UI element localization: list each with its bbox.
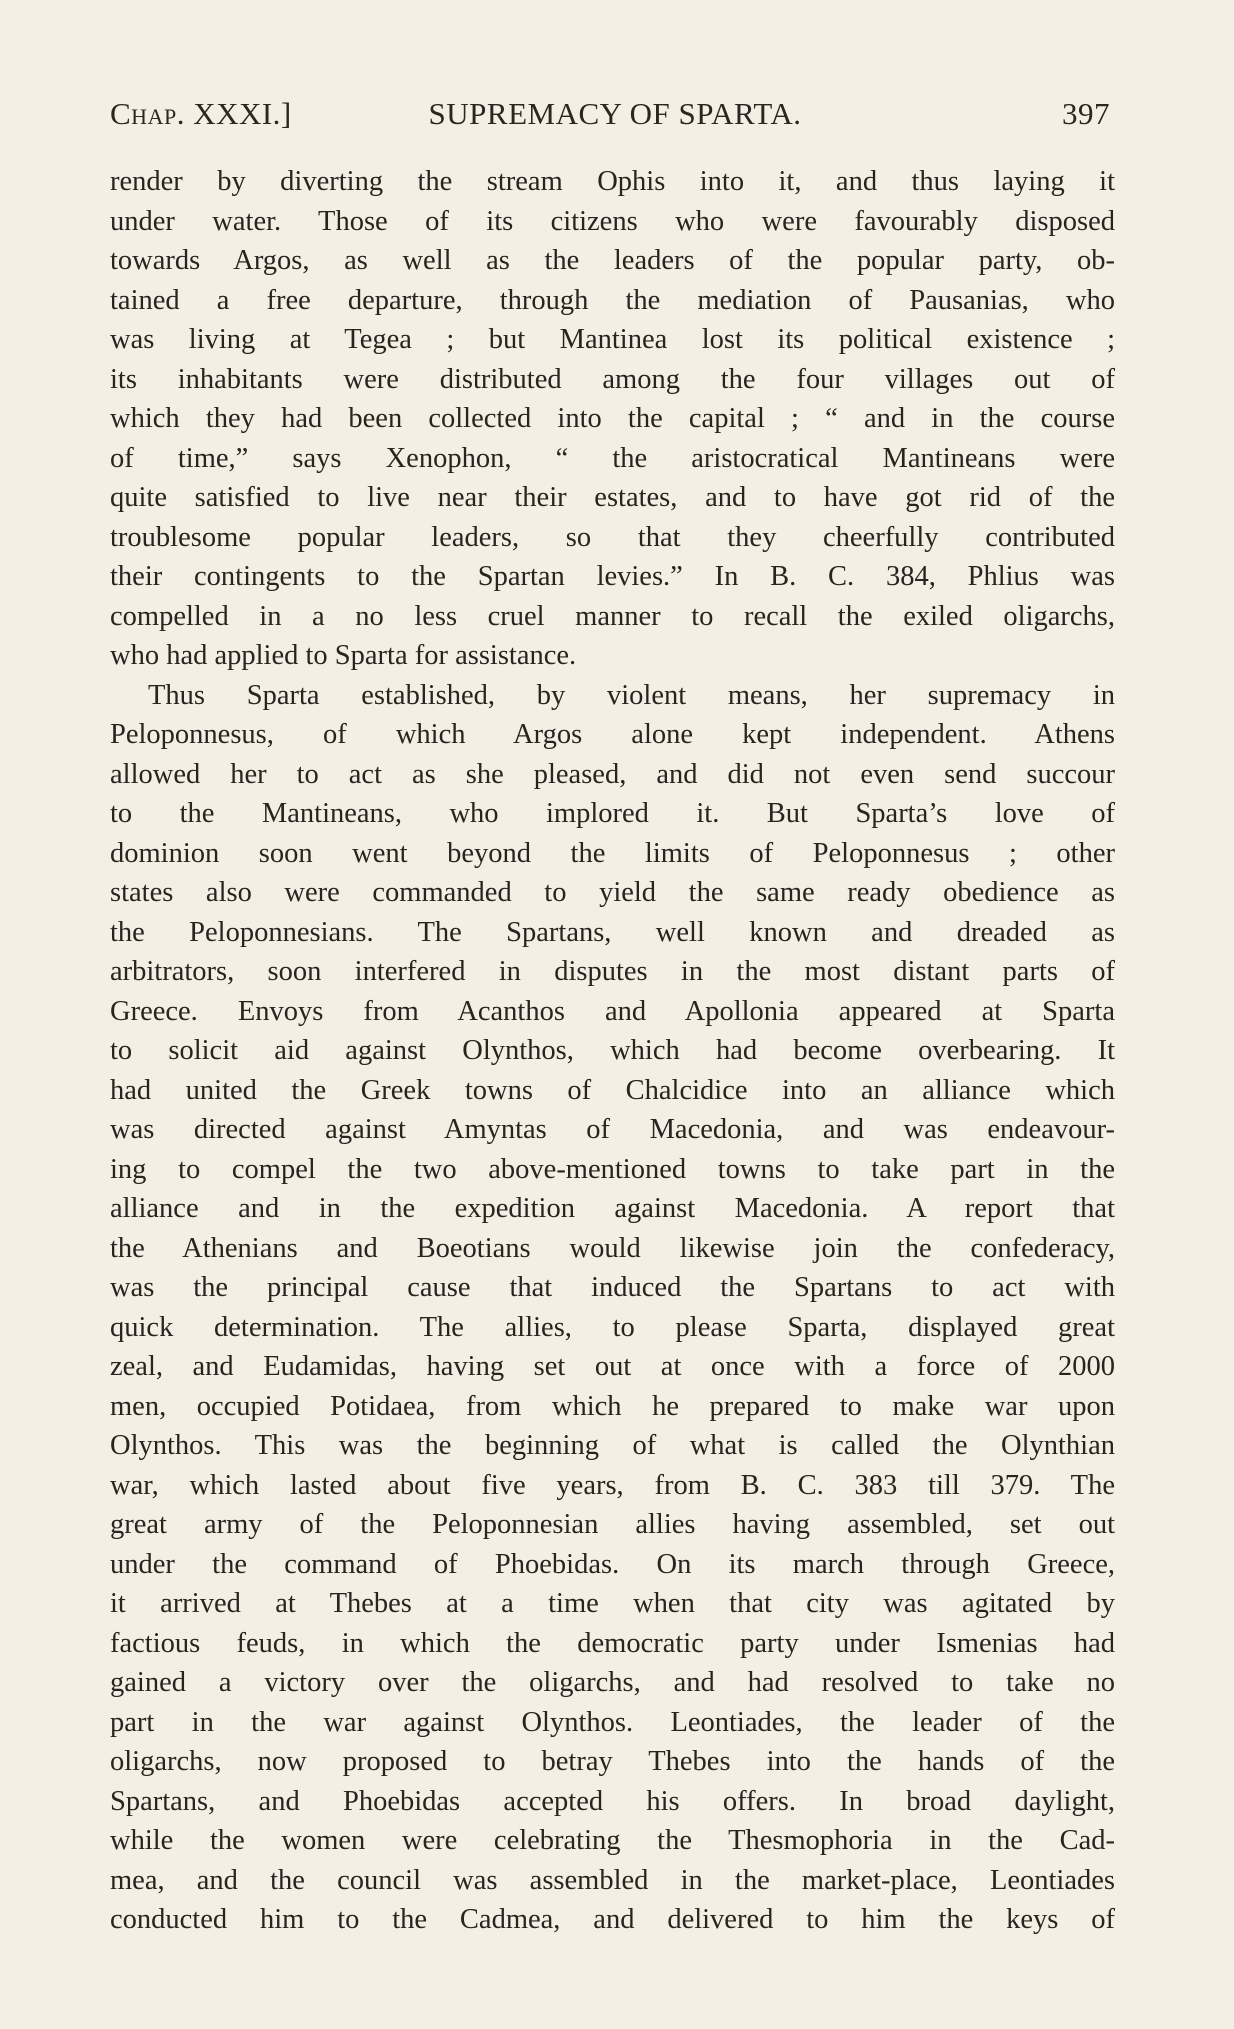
- text-line: factious feuds, in which the democratic party under Ismenias had: [110, 1627, 1115, 1659]
- text-line: was living at Tegea ; but Mantinea lost its political existence ;: [110, 324, 1115, 355]
- text-line: under the command of Phoebidas. On its march through Greece,: [110, 1548, 1115, 1580]
- page-title: SUPREMACY OF SPARTA.: [428, 96, 802, 131]
- text-line: Spartans, and Phoebidas accepted his offers. In broad daylight,: [110, 1785, 1115, 1817]
- text-line: allowed her to act as she pleased, and did not even send succour: [110, 758, 1115, 790]
- text-line: it arrived at Thebes at a time when that city was agitated by: [110, 1588, 1115, 1619]
- text-line: ing to compel the two above-mentioned towns to take part in the: [110, 1153, 1115, 1185]
- body-text: [110, 162, 1115, 1940]
- text-line: had united the Greek towns of Chalcidice into an alliance which: [110, 1074, 1115, 1106]
- text-line: under water. Those of its citizens who were favourably disposed: [110, 205, 1115, 237]
- text-line: troublesome popular leaders, so that they cheerfully contributed: [110, 521, 1115, 553]
- text-line: tained a free departure, through the mediation of Pausanias, who: [110, 284, 1115, 316]
- text-line: Greece. Envoys from Acanthos and Apollonia appeared at Sparta: [110, 995, 1115, 1027]
- text-line: towards Argos, as well as the leaders of the popular party, ob-: [110, 245, 1115, 276]
- text-line: to solicit aid against Olynthos, which had become overbearing. It: [110, 1035, 1115, 1066]
- text-line: the Athenians and Boeotians would likewise join the confederacy,: [110, 1232, 1115, 1264]
- text-line: quick determination. The allies, to please Sparta, displayed great: [110, 1311, 1115, 1343]
- text-line: of time,” says Xenophon, “ the aristocratical Mantineans were: [110, 442, 1115, 474]
- text-line: was directed against Amyntas of Macedonia, and was endeavour-: [110, 1114, 1115, 1145]
- text-line: was the principal cause that induced the Spartans to act with: [110, 1272, 1115, 1303]
- page-number: 397: [1062, 96, 1110, 131]
- text-line: their contingents to the Spartan levies.” In B. C. 384, Phlius was: [110, 561, 1115, 592]
- text-line: the Peloponnesians. The Spartans, well known and dreaded as: [110, 916, 1115, 948]
- running-header: [110, 96, 1110, 140]
- text-line: conducted him to the Cadmea, and delivered to him the keys of: [110, 1904, 1115, 1935]
- chapter-label: Chap. XXXI.]: [110, 96, 292, 131]
- text-line: gained a victory over the oligarchs, and had resolved to take no: [110, 1667, 1115, 1698]
- text-line: part in the war against Olynthos. Leontiades, the leader of the: [110, 1706, 1115, 1738]
- text-line: quite satisfied to live near their estates, and to have got rid of the: [110, 482, 1115, 513]
- text-line: which they had been collected into the capital ; “ and in the course: [110, 403, 1115, 434]
- text-line: states also were commanded to yield the same ready obedience as: [110, 877, 1115, 908]
- text-line: Peloponnesus, of which Argos alone kept independent. Athens: [110, 719, 1115, 750]
- text-line: war, which lasted about five years, from B. C. 383 till 379. The: [110, 1469, 1115, 1501]
- text-line: Thus Sparta established, by violent means, her supremacy in: [148, 679, 1115, 711]
- text-line: Olynthos. This was the beginning of what is called the Olynthian: [110, 1430, 1115, 1461]
- text-line: oligarchs, now proposed to betray Thebes into the hands of the: [110, 1746, 1115, 1777]
- text-line: zeal, and Eudamidas, having set out at once with a force of 2000: [110, 1351, 1115, 1382]
- text-line: its inhabitants were distributed among the four villages out of: [110, 363, 1115, 395]
- text-line: render by diverting the stream Ophis into it, and thus laying it: [110, 166, 1115, 197]
- text-line: alliance and in the expedition against Macedonia. A report that: [110, 1193, 1115, 1224]
- text-line: who had applied to Sparta for assistance.: [110, 640, 577, 671]
- text-line: arbitrators, soon interfered in disputes in the most distant parts of: [110, 956, 1115, 987]
- text-line: to the Mantineans, who implored it. But Sparta’s love of: [110, 798, 1115, 829]
- text-line: men, occupied Potidaea, from which he prepared to make war upon: [110, 1390, 1115, 1422]
- text-line: compelled in a no less cruel manner to recall the exiled oligarchs,: [110, 600, 1115, 632]
- text-line: great army of the Peloponnesian allies having assembled, set out: [110, 1509, 1115, 1540]
- text-line: while the women were celebrating the Thesmophoria in the Cad-: [110, 1825, 1115, 1856]
- text-line: mea, and the council was assembled in the market-place, Leontiades: [110, 1864, 1115, 1896]
- text-line: dominion soon went beyond the limits of Peloponnesus ; other: [110, 837, 1115, 869]
